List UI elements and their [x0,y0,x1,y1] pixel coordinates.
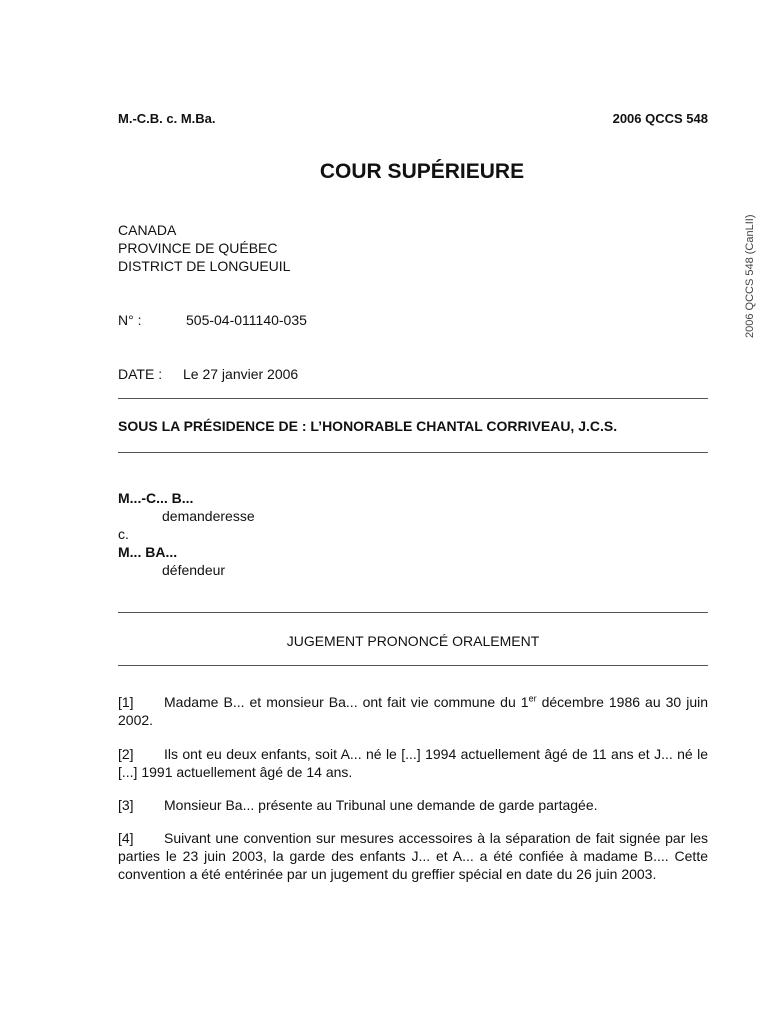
divider [118,398,708,399]
file-number-label: N° : [118,312,142,328]
paragraph-text: Suivant une convention sur mesures accessoires à la séparation de fait signée par les parties le 23 juin 2003, la garde des enfants J... et A... a été confiée à madame B.... Cette convention a été entérinée par un jugement du greffier spécial en date du 26 juin 2003. [118,830,708,882]
date-value: Le 27 janvier 2006 [183,366,299,382]
paragraph-number: [4] [118,830,134,846]
superscript: er [528,693,537,704]
court-title: COUR SUPÉRIEURE [319,160,525,183]
judgment-title: JUGEMENT PRONONCÉ ORALEMENT [286,633,540,649]
header-case-name: M.-C.B. c. M.Ba. [118,111,216,126]
jurisdiction-district: DISTRICT DE LONGUEUIL [118,258,291,274]
plaintiff-role: demanderesse [162,508,255,524]
presiding-judge: SOUS LA PRÉSIDENCE DE : L’HONORABLE CHANTAL CORRIVEAU, J.C.S. [118,418,618,434]
jurisdiction-block [118,221,290,275]
divider [118,612,708,613]
paragraph-text: Monsieur Ba... présente au Tribunal une demande de garde partagée. [164,797,598,813]
paragraph [118,745,708,781]
defendant-role: défendeur [162,562,226,578]
jurisdiction-province: PROVINCE DE QUÉBEC [118,240,278,256]
parties-block [118,489,255,579]
jurisdiction-country: CANADA [118,222,177,238]
paragraph-number: [3] [118,797,134,813]
sideways-citation: 2006 QCCS 548 (CanLII) [744,214,756,338]
paragraph [118,693,708,729]
header-citation: 2006 QCCS 548 [612,111,708,126]
paragraph-text: Ils ont eu deux enfants, soit A... né le [...] 1994 actuellement âgé de 11 ans et J... né le [...] 1991 actuellement âgé de 14 ans. [118,746,708,780]
paragraph-number: [2] [118,746,134,762]
paragraph [118,796,708,814]
file-number-value: 505-04-011140-035 [186,312,307,328]
divider [118,665,708,666]
plaintiff-name: M...-C... B... [118,490,194,506]
paragraph [118,829,708,883]
date-label: DATE : [118,366,163,382]
paragraph-text: Madame B... et monsieur Ba... ont fait vie commune du 1 [164,694,529,710]
defendant-name: M... BA... [118,544,178,560]
divider [118,452,708,453]
paragraph-text-end: décembre 1986 au 30 juin 2002. [118,694,708,728]
versus-label: c. [118,526,129,542]
paragraph-number: [1] [118,694,134,710]
